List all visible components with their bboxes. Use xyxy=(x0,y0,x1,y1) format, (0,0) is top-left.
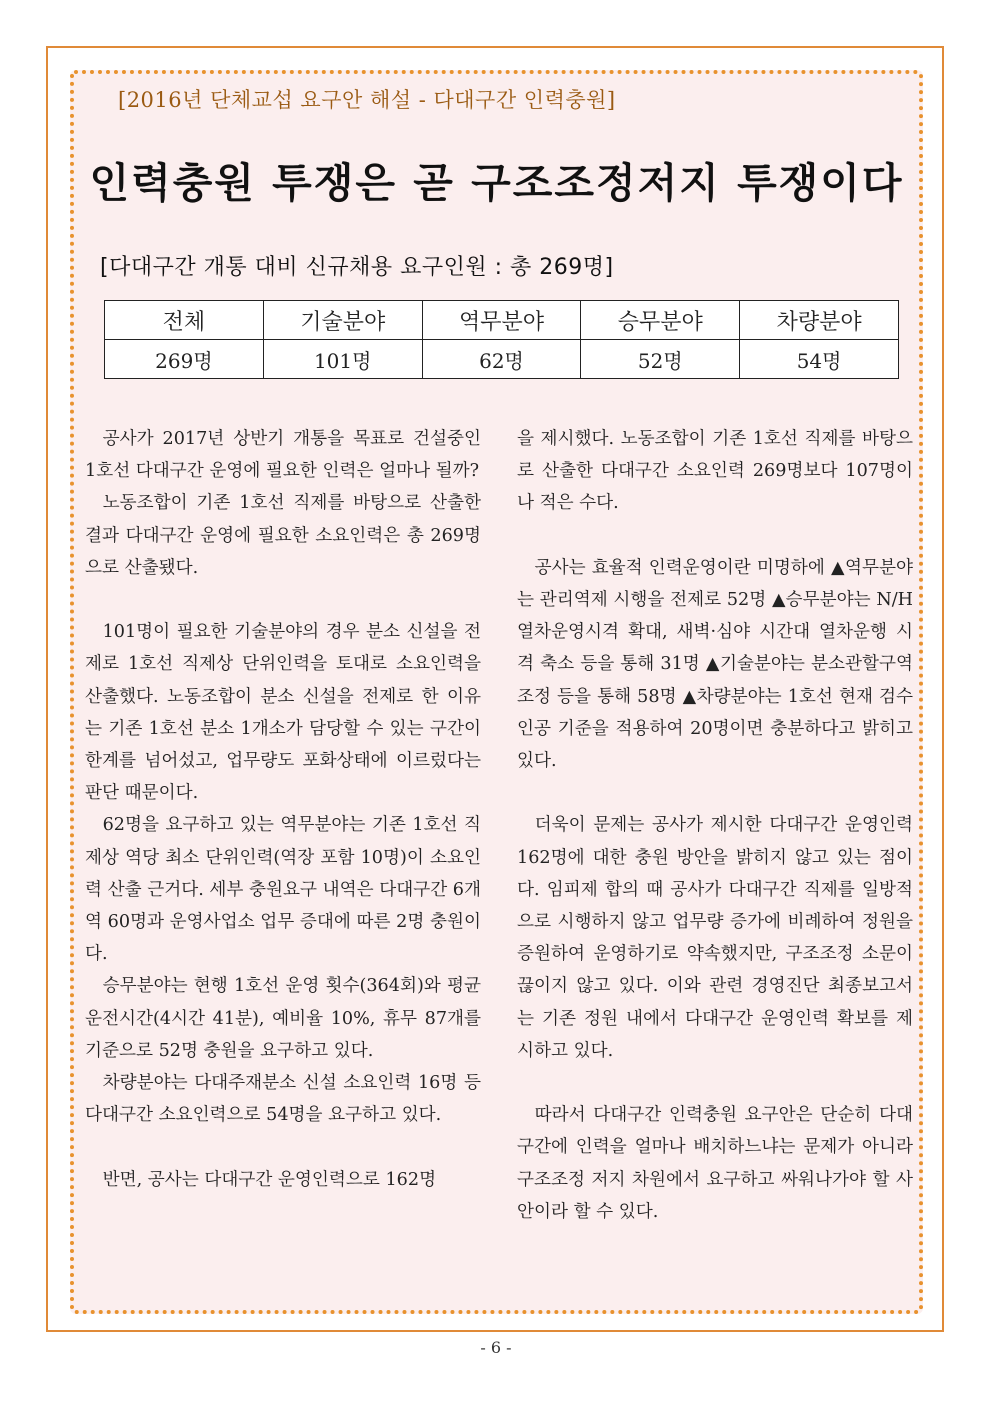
paragraph: 을 제시했다. 노동조합이 기존 1호선 직제를 바탕으로 산출한 다대구간 소요인력 269명보다 107명이나 적은 수다. xyxy=(517,429,913,514)
paragraph: 공사가 2017년 상반기 개통을 목표로 건설중인 1호선 다대구간 운영에 필요한 인력은 얼마나 될까? xyxy=(85,429,481,482)
table-header: 기술분야 xyxy=(263,301,422,340)
subheading: [다대구간 개통 대비 신규채용 요구인원 : 총 269명] xyxy=(100,255,614,280)
table-cell: 101명 xyxy=(263,340,422,379)
table-header-row xyxy=(105,301,899,340)
left-column xyxy=(85,423,481,1196)
headline: 인력충원 투쟁은 곧 구조조정저지 투쟁이다 xyxy=(89,159,904,207)
page-number: - 6 - xyxy=(480,1338,512,1357)
table-cell: 269명 xyxy=(105,340,264,379)
paragraph: 따라서 다대구간 인력충원 요구안은 단순히 다대구간에 인력을 얼마나 배치하느냐는 문제가 아니라 구조조정 저지 차원에서 요구하고 싸워나가야 할 사안이라 할 수 있다. xyxy=(517,1105,913,1222)
table-header: 차량분야 xyxy=(740,301,899,340)
paragraph: 101명이 필요한 기술분야의 경우 분소 신설을 전제로 1호선 직제상 단위인력을 토대로 소요인력을 산출했다. 노동조합이 분소 신설을 전제로 한 이유는 기존 1호선 분소 1개소가 담당할 수 있는 구간이 한계를 넘어섰고, 업무량도 포화상태에 이르렀다는 판단 때문이다. xyxy=(85,622,481,804)
table-header: 승무분야 xyxy=(581,301,740,340)
table-row xyxy=(105,340,899,379)
table-cell: 54명 xyxy=(740,340,899,379)
paragraph: 차량분야는 다대주재분소 신설 소요인력 16명 등 다대구간 소요인력으로 54명을 요구하고 있다. xyxy=(85,1073,481,1126)
paragraph: 노동조합이 기존 1호선 직제를 바탕으로 산출한 결과 다대구간 운영에 필요한 소요인력은 총 269명으로 산출됐다. xyxy=(85,493,481,578)
table-cell: 52명 xyxy=(581,340,740,379)
paragraph: 더욱이 문제는 공사가 제시한 다대구간 운영인력 162명에 대한 충원 방안을 밝히지 않고 있는 점이다. 임피제 합의 때 공사가 다대구간 직제를 일방적으로 시행하지 않고 업무량 증가에 비례하여 정원을 증원하여 운영하기로 약속했지만, 구조조정 소문이 끊이지 않고 있다. 이와 관련 경영진단 최종보고서는 기존 정원 내에서 다대구간 운영인력 확보를 제시하고 있다. xyxy=(517,815,913,1061)
staffing-table xyxy=(104,300,899,379)
paragraph: 반면, 공사는 다대구간 운영인력으로 162명 xyxy=(102,1169,437,1190)
paragraph: 승무분야는 현행 1호선 운영 횟수(364회)와 평균 운전시간(4시간 41분), 예비율 10%, 휴무 87개를 기준으로 52명 충원을 요구하고 있다. xyxy=(85,976,481,1061)
table-header: 전체 xyxy=(105,301,264,340)
paragraph: 공사는 효율적 인력운영이란 미명하에 ▲역무분야는 관리역제 시행을 전제로 52명 ▲승무분야는 N/H 열차운영시격 확대, 새벽·심야 시간대 열차운행 시격 축소 등을 통해 31명 ▲기술분야는 분소관할구역 조정 등을 통해 58명 ▲차량분야는 1호선 현재 검수인공 기준을 적용하여 20명이면 충분하다고 밝히고 있다. xyxy=(517,557,913,772)
right-column xyxy=(517,423,913,1228)
table-cell: 62명 xyxy=(422,340,581,379)
paragraph: 62명을 요구하고 있는 역무분야는 기존 1호선 직제상 역당 최소 단위인력(역장 포함 10명)이 소요인력 산출 근거다. 세부 충원요구 내역은 다대구간 6개 역 60명과 운영사업소 업무 증대에 따른 2명 충원이다. xyxy=(85,815,481,965)
series-title: [2016년 단체교섭 요구안 해설 - 다대구간 인력충원] xyxy=(118,88,616,112)
table-header: 역무분야 xyxy=(422,301,581,340)
